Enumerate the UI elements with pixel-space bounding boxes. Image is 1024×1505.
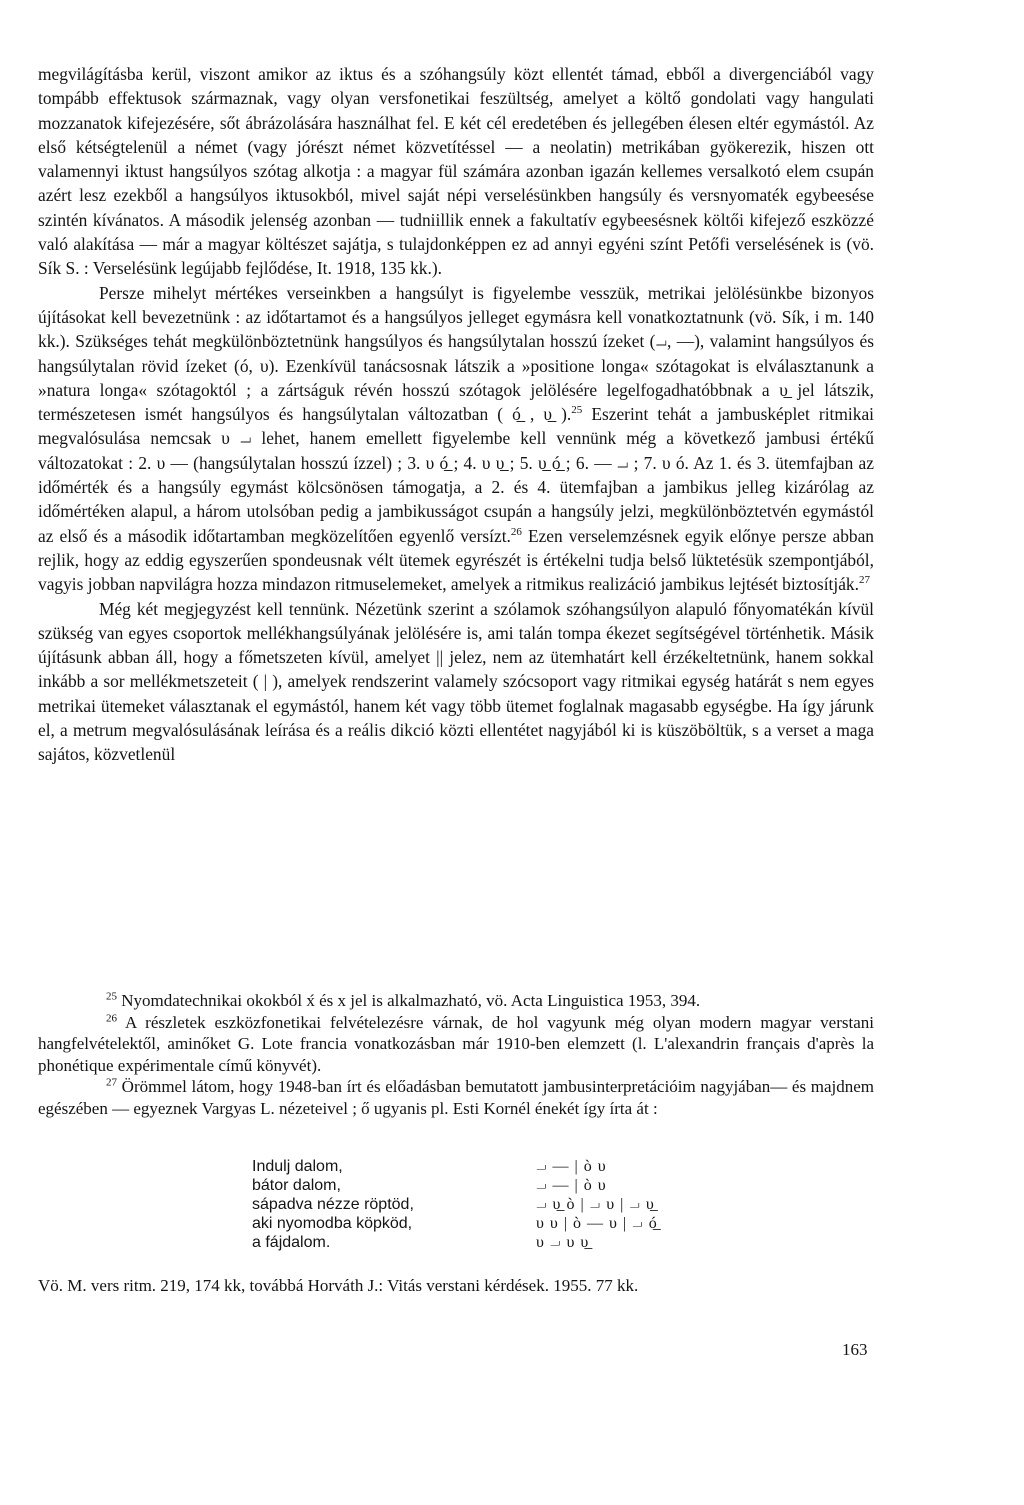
reference-line: Vö. M. vers ritm. 219, 174 kk, továbbá Horváth J.: Vitás verstani kérdések. 1955. 77 kk.	[38, 1276, 639, 1295]
poem-row	[252, 1195, 812, 1214]
poem-line: bátor dalom,	[252, 1177, 341, 1194]
footnote-number: 26	[106, 1011, 117, 1024]
footnote-text: Örömmel látom, hogy 1948-ban írt és előadásban bemutatott jambusinterpretációim nagyjában— és majdnem egészében — egyeznek Vargyas L. nézeteivel ; ő ugyanis pl. Esti Kornél énekét így írta át :	[38, 1077, 874, 1118]
footnote-text: Nyomdatechnikai okokból x́ és x jel is alkalmazható, vö. Acta Linguistica 1953, 394.	[121, 991, 701, 1010]
paragraph-3-text: Még két megjegyzést kell tennünk. Nézetünk szerint a szólamok szóhangsúlyon alapuló főnyomatékán kívül szükség van egyes csoportok mellékhangsúlyának jelölésére is, ami talán tompa ékezet segítségével történhetik. Másik újításunk abban áll, hogy a főmetszeten kívül, amelyet || jelez, nem az ütemhatárt kell érzékeltetnünk, hanem sokkal inkább a sor mellékmetszeteit ( | ), amelyek rendszerint valamely szócsoport vagy ritmikai egység határát s nem egyes metrikai ütemeket választanak el egymástól, hanem két vagy több ütemet foglalnak magasabb egységbe. Ha így járunk el, a metrum megvalósulásának leírása és a reális dikció közti ellentétet nagyjából ki is küszöböltük, s a verset a maga sajátos, közvetlenül	[38, 598, 874, 765]
poem-line: Indulj dalom,	[252, 1158, 343, 1175]
poem-line: sápadva nézze röptöd,	[252, 1196, 414, 1213]
poem-row	[252, 1214, 812, 1233]
footnote-ref-25[interactable]: 25	[571, 404, 583, 417]
paragraph-2	[38, 281, 874, 597]
poem-scansion: υ ⏗ υ υ̲	[536, 1234, 590, 1251]
paragraph-2-text-a: Persze mihelyt mértékes verseinkben a hangsúlyt is figyelembe vesszük, metrikai jelölésünkbe bizonyos újításokat kell bevezetnünk : az időtartamot és a hangsúlyos jelleget egymásra kell vonatkoztatnunk (vö. Sík, i m. 140 kk.). Szükséges tehát megkülönböztetnünk hangsúlyos és hangsúlytalan hosszú ízeket (⏗, —), valamint hangsúlyos és hangsúlytalan rövid ízeket (ó, υ). Ezenkívül tanácsosnak látszik a »positione longa« szótagokat is elválasztanunk a »natura longa« szótagoktól ; a zártságuk révén hosszú szótagok jelölésére legelfogadhatóbbnak a υ̲ jel látszik, természetesen ismét hangsúlyos és hangsúlytalan változatban ( ó̲ , υ̲ ).	[38, 282, 874, 425]
paragraph-2-text-b: Eszerint tehát a jambusképlet ritmikai megvalósulása nemcsak υ ⏗ lehet, hanem emellett figyelembe kell vennünk még a következő jambusi értékű változatokat : 2. υ — (hangsúlytalan hosszú ízzel) ; 3. υ ó̲ ; 4. υ υ̲ ; 5. υ̲ ó̲ ; 6. — ⏗ ; 7. υ ó. Az 1. és 3. ütemfajban az időmérték és a hangsúly egymást kölcsönösen támogatja, a 2. és 4. ütemfajban a jambikus jelleg kizárólag az időmértéken alapul, a három utolsóban pedig a jambikusságot csupán a hangsúly jelzi, megkülönböztetvén egymástól az első és a második időtartamban megközelítően egyenlő versízt.	[38, 404, 874, 546]
footnote-25	[38, 990, 874, 1012]
poem-row	[252, 1176, 812, 1195]
body-text	[38, 62, 874, 767]
paragraph-1-text: megvilágításba kerül, viszont amikor az iktus és a szóhangsúly közt ellentét támad, ebből a divergenciából vagy tompább effektusok származnak, vagy olyan versfonetikai feszültség, amelyet a költő gondolati vagy hangulati mozzanatok kifejezésére, sőt ábrázolására használhat fel. E két cél eredetében és jellegében élesen eltér egymástól. Az első kétségtelenül a német (vagy jórészt német közvetítéssel — a neolatin) metrikában gyökerezik, hiszen ott valamennyi iktust hangsúlyos szótag alkotja : a magyar fül számára azonban igazán kellemes versalkotó elem csupán azért lesz ezekből a hangsúlyos iktusokból, mivel saját népi verselésünkben hangsúly és versnyomaték egybeesése szintén kívánatos. A második jelenség azonban — tudniillik ennek a fakultatív egybeesésnek költői kifejező eszközzé való alakítása — már a magyar költészet sajátja, s tulajdonképpen ez ad annyi egyéni színt Petőfi verselésének is (vö. Sík S. : Verselésünk legújabb fejlődése, It. 1918, 135 kk.).	[38, 64, 874, 279]
paragraph-2-text-c: Ezen verselemzésnek egyik előnye persze abban rejlik, hogy az eddig egyszerűen spondeusnak vélt ütemek egyrészét is értékelni tudja belső lüktetésük szempontjából, vagyis jobban napvilágra hozza mindazon ritmuselemeket, amelyek a ritmikus realizáció jambikus lejtését biztosítják.	[38, 525, 874, 595]
poem-row	[252, 1157, 812, 1176]
paragraph-3	[38, 597, 874, 767]
poem-scansion: ⏗ — | ò υ	[536, 1158, 607, 1175]
footnote-ref-27[interactable]: 27	[858, 574, 870, 587]
page-number: 163	[842, 1340, 868, 1359]
poem-scansion: υ υ | ò — υ | ⏗ ó̲	[536, 1215, 658, 1232]
footnote-number: 27	[106, 1076, 117, 1089]
paragraph-1	[38, 62, 874, 281]
footnote-number: 25	[106, 990, 117, 1003]
poem-scansion: ⏗ υ̲ ò | ⏗ υ | ⏗ υ̲	[536, 1196, 655, 1213]
poem-excerpt	[252, 1157, 812, 1252]
footnote-27	[38, 1076, 874, 1119]
poem-row	[252, 1233, 812, 1252]
poem-line: a fájdalom.	[252, 1234, 331, 1251]
footnotes	[38, 990, 874, 1119]
poem-line: aki nyomodba köpköd,	[252, 1215, 413, 1232]
poem-scansion: ⏗ — | ò υ	[536, 1177, 607, 1194]
footnote-26	[38, 1012, 874, 1077]
footnote-text: A részletek eszközfonetikai felvételezésre várnak, de hol vagyunk még olyan modern magyar verstani hangfelvételektől, aminőket G. Lote francia vonatkozásban már 1910-ben elemzett (l. L'alexandrin français d'après la phonétique expérimentale című könyvét).	[38, 1012, 874, 1075]
footnote-ref-26[interactable]: 26	[510, 525, 522, 538]
